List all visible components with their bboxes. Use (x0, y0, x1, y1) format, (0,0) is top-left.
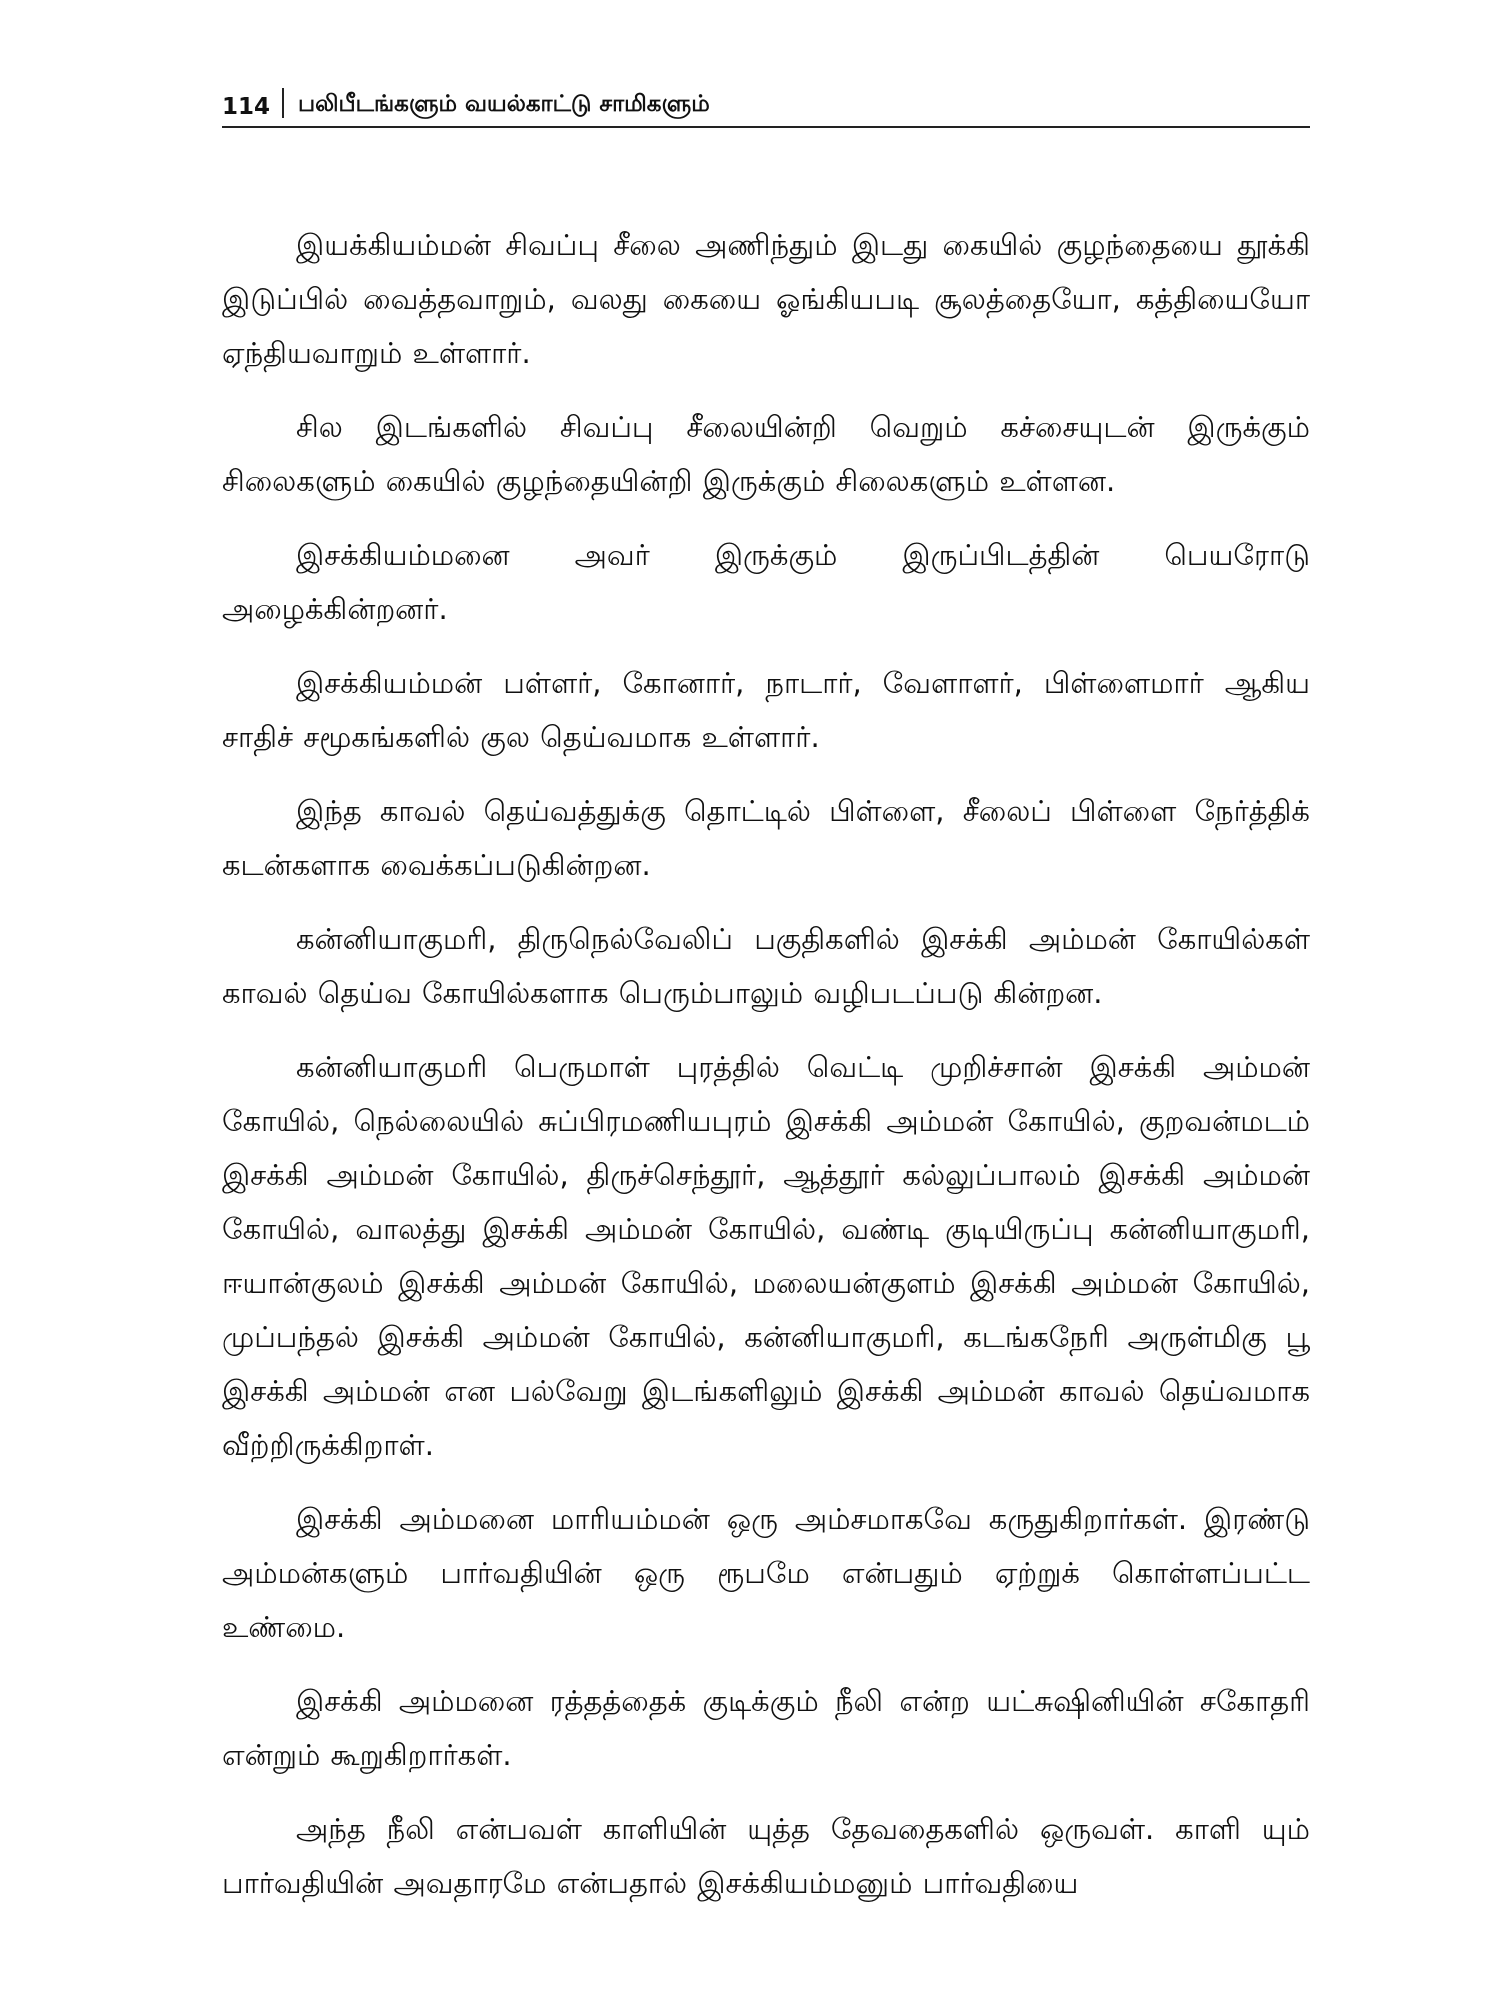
paragraph: சில இடங்களில் சிவப்பு சீலையின்றி வெறும் கச்சையுடன் இருக்கும் சிலைகளும் கையில் குழந்தையின்றி இருக்கும் சிலைகளும் உள்ளன. (222, 410, 1310, 498)
page-body (222, 218, 1310, 1978)
paragraph: இசக்கி அம்மனை ரத்தத்தைக் குடிக்கும் நீலி என்ற யட்சுஷினியின் சகோதரி என்றும் கூறுகிறார்கள். (222, 1684, 1310, 1772)
paragraph: இயக்கியம்மன் சிவப்பு சீலை அணிந்தும் இடது கையில் குழந்தையை தூக்கி இடுப்பில் வைத்தவாறும், வலது கையை ஓங்கியபடி சூலத்தையோ, கத்தியையோ ஏந்தியவாறும் உள்ளார். (222, 228, 1310, 370)
header-divider (282, 88, 284, 118)
paragraph: அந்த நீலி என்பவள் காளியின் யுத்த தேவதைகளில் ஒருவள். காளி யும் பார்வதியின் அவதாரமே என்பதால் இசக்கியம்மனும் பார்வதியை (222, 1812, 1310, 1900)
running-title: பலிபீடங்களும் வயல்காட்டு சாமிகளும் (298, 91, 710, 117)
paragraph: கன்னியாகுமரி பெருமாள் புரத்தில் வெட்டி முறிச்சான் இசக்கி அம்மன் கோயில், நெல்லையில் சுப்பிரமணியபுரம் இசக்கி அம்மன் கோயில், குறவன்மடம் இசக்கி அம்மன் கோயில், திருச்செந்தூர், ஆத்தூர் கல்லுப்பாலம் இசக்கி அம்மன் கோயில், வாலத்து இசக்கி அம்மன் கோயில், வண்டி குடியிருப்பு கன்னியாகுமரி, ஈயான்குலம் இசக்கி அம்மன் கோயில், மலையன்குளம் இசக்கி அம்மன் கோயில், முப்பந்தல் இசக்கி அம்மன் கோயில், கன்னியாகுமரி, கடங்கநேரி அருள்மிகு பூ இசக்கி அம்மன் என பல்வேறு இடங்களிலும் இசக்கி அம்மன் காவல் தெய்வமாக வீற்றிருக்கிறாள். (222, 1050, 1310, 1462)
paragraph: இசக்கியம்மன் பள்ளர், கோனார், நாடார், வேளாளர், பிள்ளைமார் ஆகிய சாதிச் சமூகங்களில் குல தெய்வமாக உள்ளார். (222, 666, 1310, 754)
paragraph: இந்த காவல் தெய்வத்துக்கு தொட்டில் பிள்ளை, சீலைப் பிள்ளை நேர்த்திக் கடன்களாக வைக்கப்படுகின்றன. (222, 794, 1310, 882)
paragraph: இசக்கியம்மனை அவர் இருக்கும் இருப்பிடத்தின் பெயரோடு அழைக்கின்றனர். (222, 538, 1310, 626)
page-number: 114 (222, 94, 271, 120)
page-header (222, 82, 1310, 128)
paragraph: கன்னியாகுமரி, திருநெல்வேலிப் பகுதிகளில் இசக்கி அம்மன் கோயில்கள் காவல் தெய்வ கோயில்களாக பெரும்பாலும் வழிபடப்படு கின்றன. (222, 922, 1310, 1010)
paragraph: இசக்கி அம்மனை மாரியம்மன் ஒரு அம்சமாகவே கருதுகிறார்கள். இரண்டு அம்மன்களும் பார்வதியின் ஒரு ரூபமே என்பதும் ஏற்றுக் கொள்ளப்பட்ட உண்மை. (222, 1502, 1310, 1644)
